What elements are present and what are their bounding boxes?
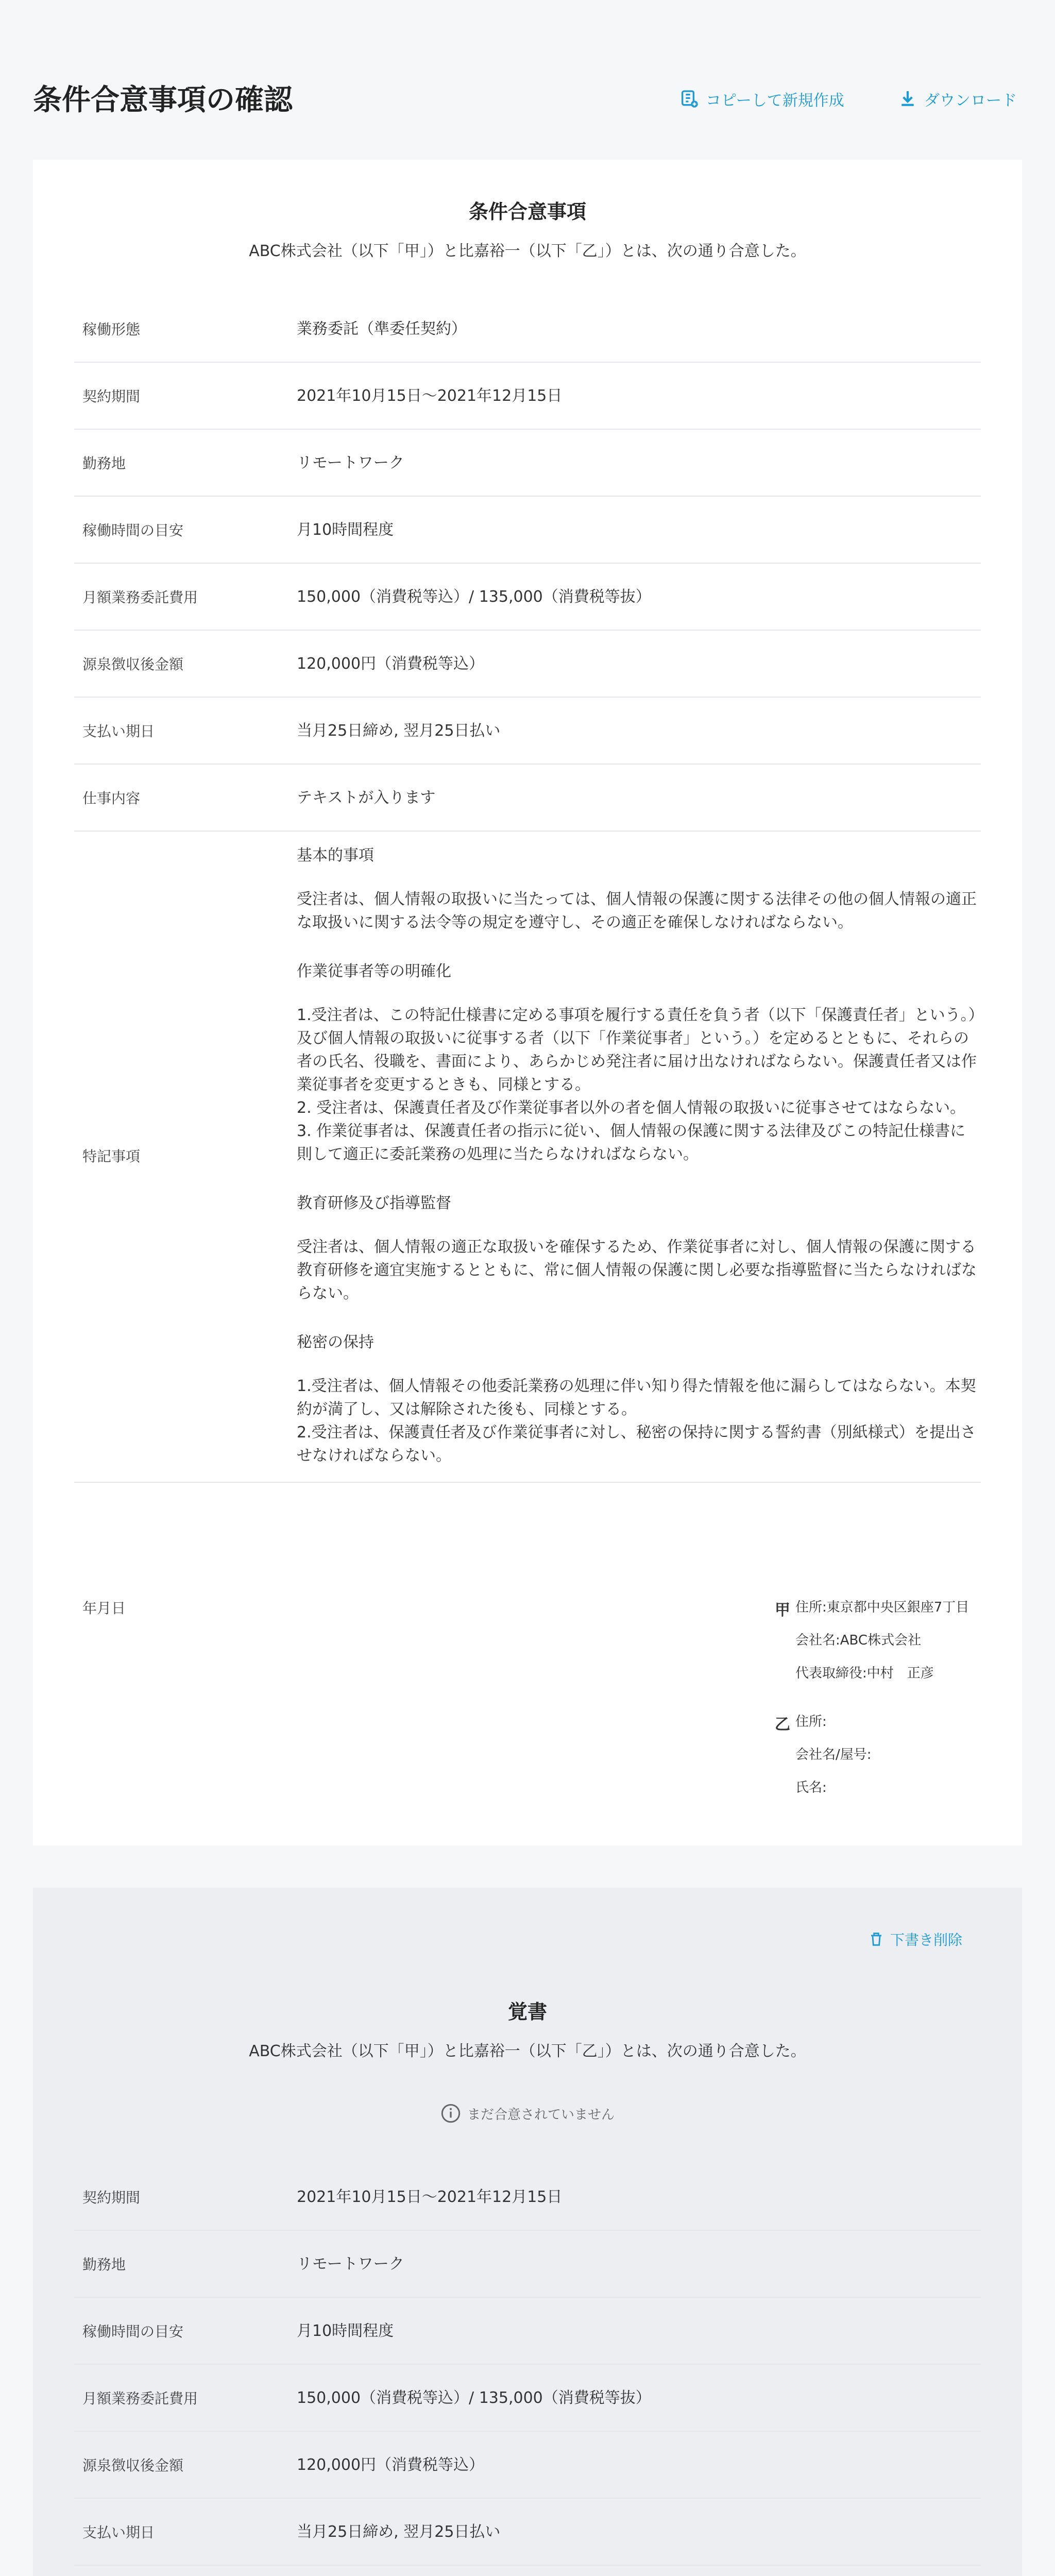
memo-subtitle: ABC株式会社（以下「甲」）と比嘉裕一（以下「乙」）とは、次の通り合意した。 <box>249 2042 806 2060</box>
table-row: 仕事内容 テキストが入ります <box>74 765 981 832</box>
delete-draft-label: 下書き削除 <box>890 1931 963 1948</box>
copy-icon <box>679 89 700 109</box>
special-notes: 基本的事項 受注者は、個人情報の取扱いに当たっては、個人情報の保護に関する法律その他の個人情報の適正な取扱いに関する法令等の規定を遵守し、その適正を確保しなければならない。 作業従事者等の明確化 1.受注者は、この特記仕様書に定める事項を履行する責任を負う者（以下「保護責任者」という。）及び個人情報の取扱いに従事する者（以下「作業従事者」という。）を定めるとともに、それらの者の氏名、役職を、書面により、あらかじめ発注者に届け出なければならない。保護責任者又は作業従事者を変更するときも、同様とする。 2. 受注者は、保護責任者及び作業従事者以外の者を個人情報の取扱いに従事させてはならない。 3. 作業従事者は、保護責任者の指示に従い、個人情報の保護に関する法律及びこの特記仕様書に則して適正に委託業務の処理に当たらなければならない。 教育研修及び指導監督 受注者は、個人情報の適正な取扱いを確保するため、作業従事者に対し、個人情報の保護に関する教育研修を適宜実施するとともに、常に個人情報の保護に関し必要な指導監督に当たらなければならない。 秘密の保持 1.受注者は、個人情報その他委託業務の処理に伴い知り得た情報を他に漏らしてはならない。本契約が満了し、又は解除された後も、同様とする。 2.受注者は、保護責任者及び作業従事者に対し、秘密の保持に関する誓約書（別紙様式）を提出させなければならない。 <box>297 846 977 1465</box>
memo-title: 覚書 <box>507 2001 547 2023</box>
page-title: 条件合意事項の確認 <box>33 83 293 117</box>
table-row: 契約期間 2021年10月15日〜2021年12月15日 <box>74 363 981 430</box>
download-button[interactable] <box>897 88 1017 110</box>
page-header <box>0 0 1055 117</box>
table-row <box>74 2566 981 2576</box>
special-notes-label: 特記事項 <box>82 1148 141 1165</box>
table-row: 源泉徴収後金額 120,000円（消費税等込） <box>74 2432 981 2499</box>
special-notes-row <box>74 832 981 1483</box>
delete-draft-button[interactable] <box>867 1929 962 1950</box>
info-icon <box>440 2103 461 2124</box>
agreement-status <box>33 2103 1022 2124</box>
memo-table <box>74 2164 981 2576</box>
table-row: 契約期間 2021年10月15日〜2021年12月15日 <box>74 2164 981 2231</box>
download-icon <box>897 89 918 109</box>
party-b: 乙 住所: 会社名/屋号: 氏名: <box>775 1714 872 1795</box>
trash-icon <box>867 1930 885 1948</box>
date-label: 年月日 <box>82 1600 126 1617</box>
agreement-table <box>74 296 981 1483</box>
agreement-status-text: まだ合意されていません <box>467 2107 615 2123</box>
copy-new-button[interactable] <box>679 88 844 110</box>
table-row: 支払い期日 当月25日締め, 翌月25日払い <box>74 698 981 765</box>
agreement-card <box>33 160 1022 1845</box>
table-row: 稼働時間の目安 月10時間程度 <box>74 497 981 564</box>
table-row: 稼働時間の目安 月10時間程度 <box>74 2298 981 2365</box>
download-label: ダウンロード <box>924 92 1017 110</box>
table-row: 月額業務委託費用 150,000（消費税等込）/ 135,000（消費税等抜） <box>74 2365 981 2432</box>
table-row: 勤務地 リモートワーク <box>74 2231 981 2298</box>
table-row: 稼働形態 業務委託（準委任契約） <box>74 296 981 363</box>
agreement-subtitle: ABC株式会社（以下「甲」）と比嘉裕一（以下「乙」）とは、次の通り合意した。 <box>249 242 806 260</box>
agreement-title: 条件合意事項 <box>468 200 586 223</box>
memo-card <box>33 1888 1022 2576</box>
table-row: 勤務地 リモートワーク <box>74 430 981 497</box>
party-a: 甲 住所:東京都中央区銀座7丁目 会社名:ABC株式会社 代表取締役:中村 正彦 <box>775 1600 969 1681</box>
table-row: 源泉徴収後金額 120,000円（消費税等込） <box>74 631 981 698</box>
table-row: 月額業務委託費用 150,000（消費税等込）/ 135,000（消費税等抜） <box>74 564 981 631</box>
table-row: 支払い期日 当月25日締め, 翌月25日払い <box>74 2499 981 2566</box>
copy-new-label: コピーして新規作成 <box>706 92 844 110</box>
